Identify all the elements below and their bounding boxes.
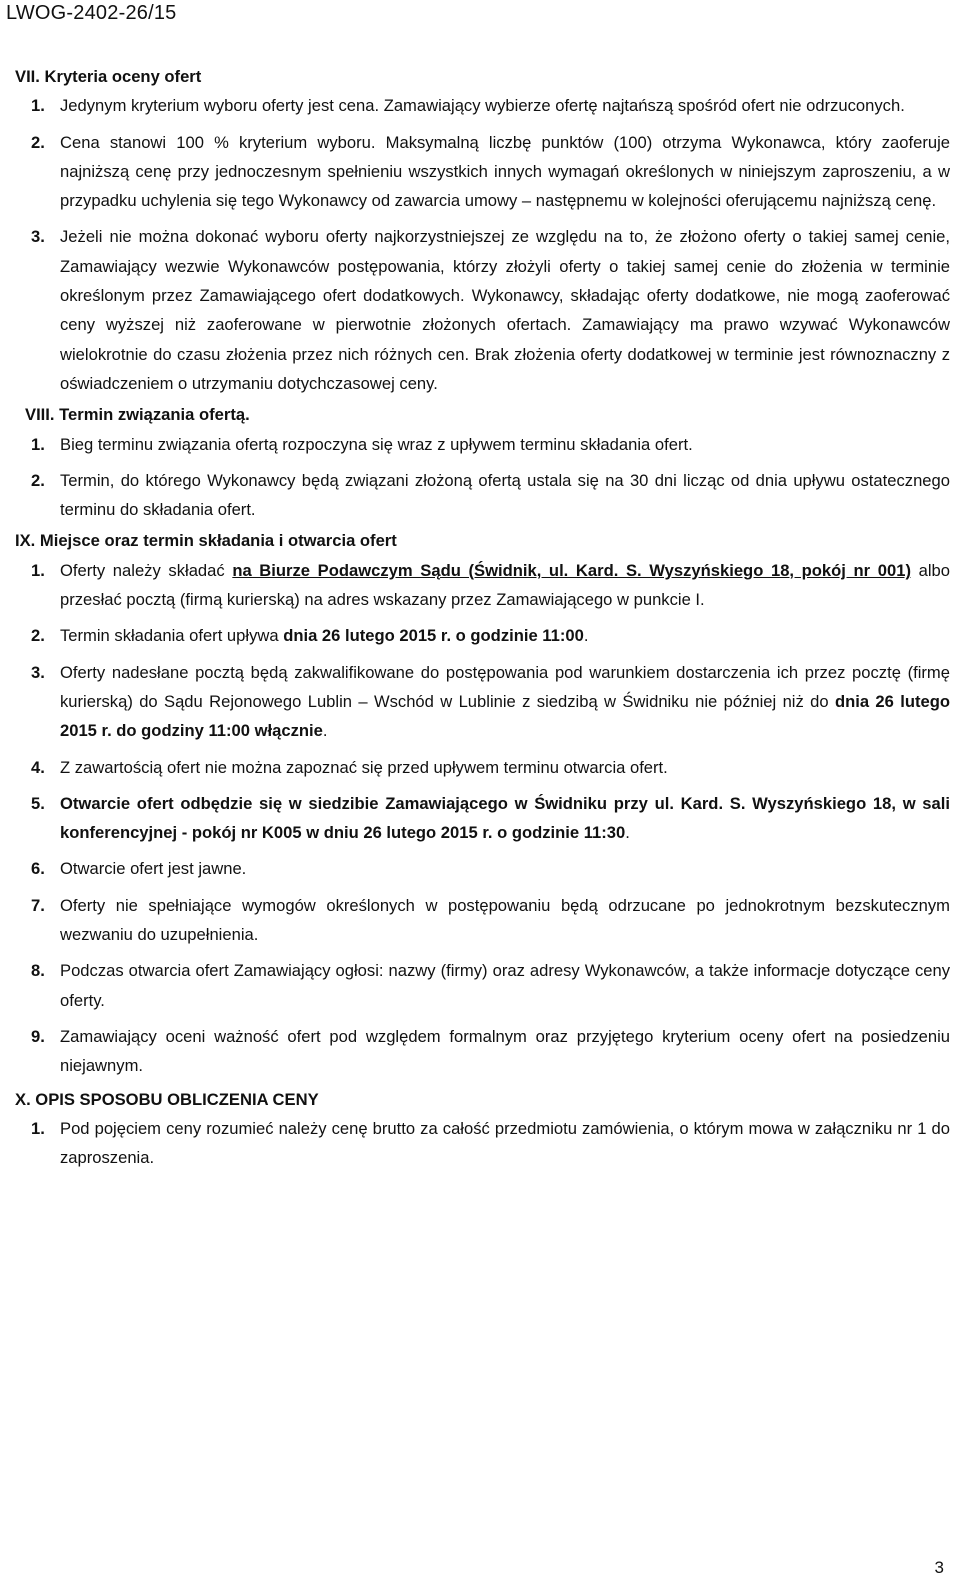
opening-details: Otwarcie ofert odbędzie się w siedzibie Zamawiającego w Świdniku przy ul. Kard. S. Wyszyńskiego 18, w sali konferencyjnej - pokój nr K005 w dniu 26 lutego 2015 r. o godzinie 11:30 (60, 793, 950, 843)
item-text-part: albo przesłać pocztą (firmą kurierską) na adres wskazany przez Zamawiającego w punkcie I. (60, 560, 950, 610)
page-number: 3 (934, 1558, 944, 1577)
item-text: Otwarcie ofert jest jawne. (60, 859, 247, 879)
item-text: Z zawartością ofert nie można zapoznać się przed upływem terminu otwarcia ofert. (60, 757, 668, 777)
list-item (15, 1022, 950, 1081)
list-item (15, 956, 950, 1015)
document-id: LWOG-2402-26/15 (6, 2, 177, 24)
section-title-criteria: VII. Kryteria oceny ofert (15, 67, 202, 86)
list-item (15, 91, 950, 120)
list-item (15, 430, 950, 459)
submission-deadline: dnia 26 lutego 2015 r. o godzinie 11:00 (283, 626, 584, 646)
item-text: Zamawiający oceni ważność ofert pod względem formalnym oraz przyjętego kryterium oceny ofert na posiedzeniu niejawnym. (60, 1026, 950, 1076)
item-number: 2. (31, 132, 45, 152)
section-title-binding-period: VIII. Termin związania ofertą. (25, 405, 250, 425)
item-text-part: Oferty należy składać (60, 560, 233, 580)
item-text: Jedynym kryterium wyboru oferty jest cena. Zamawiający wybierze ofertę najtańszą spośród ofert nie odrzuconych. (60, 96, 905, 116)
item-text (60, 621, 950, 650)
list-item (15, 891, 950, 950)
item-text: Oferty nie spełniające wymogów określonych w postępowaniu będą odrzucane po jednokrotnym bezskutecznym wezwaniu do uzupełnienia. (60, 895, 950, 945)
list-item (15, 128, 950, 216)
item-text-part: Oferty nadesłane pocztą będą zakwalifikowane do postępowania pod warunkiem dostarczenia ich przez pocztę (firmę kurierską) do Sądu Rejonowego Lublin – Wschód w Lublinie z siedzibą w Świdniku nie później niż do (60, 662, 950, 711)
list-item (15, 621, 950, 650)
item-text: Termin, do którego Wykonawcy będą związani złożoną ofertą ustala się na 30 dni licząc od dnia upływu ostatecznego terminu do składania ofert. (60, 470, 950, 520)
item-number: 3. (31, 662, 45, 682)
item-text: Pod pojęciem ceny rozumieć należy cenę brutto za całość przedmiotu zamówienia, o którym mowa w załączniku nr 1 do zaproszenia. (60, 1118, 950, 1168)
item-number: 4. (31, 757, 45, 777)
item-number: 2. (31, 470, 45, 490)
item-number: 8. (31, 961, 45, 981)
item-number: 2. (31, 626, 45, 646)
submission-place: na Biurze Podawczym Sądu (Świdnik, ul. Kard. S. Wyszyńskiego 18, pokój nr 001) (232, 560, 911, 580)
item-number: 7. (31, 895, 45, 915)
item-number: 1. (31, 560, 45, 580)
list-item (15, 222, 950, 398)
item-text (60, 658, 950, 746)
item-text: Cena stanowi 100 % kryterium wyboru. Maksymalną liczbę punktów (100) otrzyma Wykonawca, który zaoferuje najniższą cenę przy jednoczesnym spełnieniu wszystkich innych wymagań określonych w niniejszym zaproszeniu, a w przypadku uchylenia się tego Wykonawcy od zawarcia umowy – następnemu w kolejności oferującemu najniższą cenę. (60, 132, 950, 211)
item-number: 1. (31, 96, 45, 116)
item-text-part: . (583, 626, 589, 646)
document-body (15, 62, 950, 1179)
item-text (60, 789, 950, 848)
item-text (60, 556, 950, 615)
section-title-price: X. OPIS SPOSOBU OBLICZENIA CENY (15, 1089, 319, 1109)
postal-deadline: dnia 26 lutego 2015 r. do godziny 11:00 włącznie (60, 691, 951, 741)
list-item (15, 466, 950, 525)
list-item (15, 1114, 950, 1173)
item-number: 3. (31, 227, 45, 247)
item-text: Podczas otwarcia ofert Zamawiający ogłosi: nazwy (firmy) oraz adresy Wykonawców, a także informacje dotyczące ceny oferty. (60, 961, 950, 1010)
item-text: Jeżeli nie można dokonać wyboru oferty najkorzystniejszej ze względu na to, że złożono oferty o takiej samej cenie, Zamawiający wezwie Wykonawców postępowania, którzy złożyli oferty o takiej samej cenie do złożenia w terminie określonym przez Zamawiającego ofert dodatkowych. Wykonawcy, składając oferty dodatkowe, nie mogą zaoferować ceny wyższej niż zaoferowane w pierwotnie złożonych ofertach. Zamawiający ma prawo wzywać Wykonawców wielokrotnie do czasu złożenia przez nich różnych cen. Brak złożenia oferty dodatkowej w terminie jest równoznaczny z oświadczeniem o utrzymaniu dotychczasowej ceny. (60, 227, 950, 393)
item-text-part: Termin składania ofert upływa (60, 626, 284, 646)
item-number: 6. (31, 859, 45, 879)
section-title-submission: IX. Miejsce oraz termin składania i otwarcia ofert (15, 531, 397, 551)
list-item (15, 789, 950, 848)
item-number: 5. (31, 793, 45, 813)
item-text: Bieg terminu związania ofertą rozpoczyna się wraz z upływem terminu składania ofert. (60, 434, 693, 454)
item-number: 1. (31, 434, 45, 454)
item-text-part: . (625, 823, 630, 843)
list-item (15, 854, 950, 883)
list-item (15, 556, 950, 615)
list-item (15, 753, 950, 782)
item-number: 1. (31, 1118, 45, 1138)
item-number: 9. (31, 1026, 45, 1046)
list-item (15, 658, 950, 746)
item-text-part: . (322, 721, 328, 741)
